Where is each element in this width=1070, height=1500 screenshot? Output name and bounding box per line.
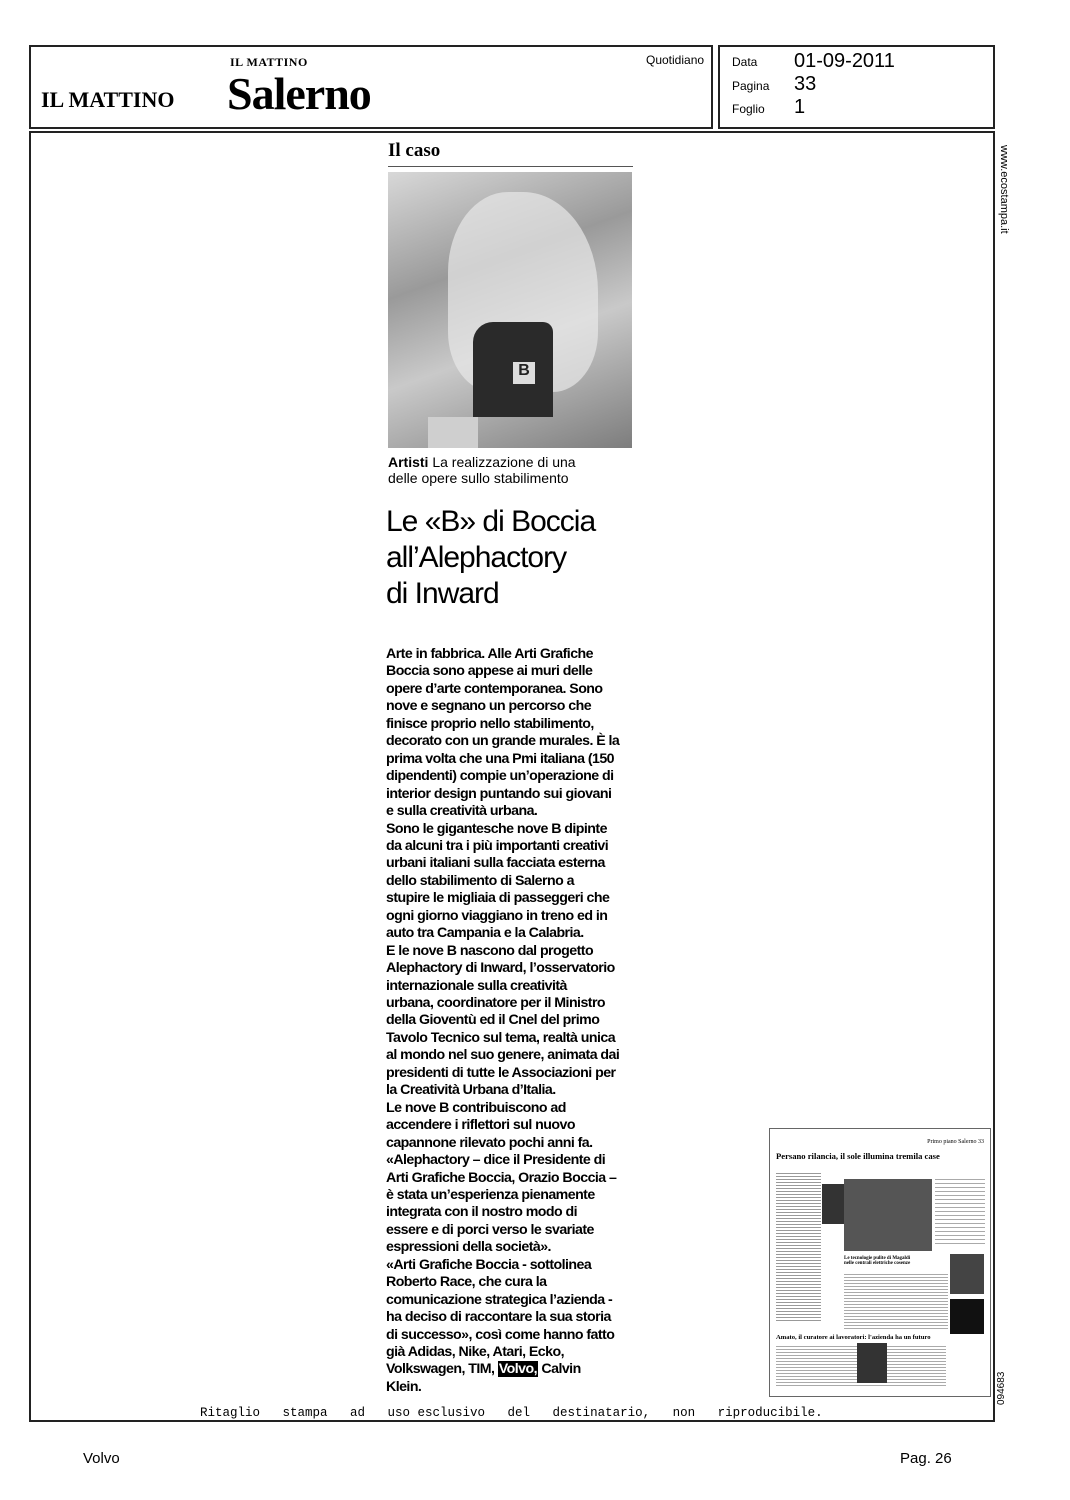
headline-line: Le «B» di Boccia (386, 505, 596, 538)
body-line: della Gioventù ed il Cnel del primo (386, 1012, 600, 1029)
sheet-label: Foglio (732, 102, 765, 116)
meta-box (718, 45, 995, 129)
body-line: accendere i riflettori sul nuovo (386, 1117, 575, 1134)
thumbnail-bottom-headline: Amato, il curatore ai lavoratori: l'azienda ha un futuro (776, 1334, 931, 1341)
body-line: al mondo nel suo genere, animata dai (386, 1047, 620, 1064)
page-thumbnail (769, 1128, 991, 1397)
clipping-code: 094683 (996, 1371, 1007, 1405)
text-segment: Calvin (538, 1361, 581, 1378)
edition-title: Salerno (227, 68, 371, 119)
page-number: Pag. 26 (900, 1450, 952, 1467)
body-line: internazionale sulla creatività (386, 977, 567, 994)
keyword-label: Volvo (83, 1450, 120, 1467)
body-line: ogni giorno viaggiano in treno ed in (386, 907, 608, 924)
body-line: Alephactory di Inward, l’osservatorio (386, 960, 615, 977)
body-line: Sono le gigantesche nove B dipinte (386, 820, 607, 837)
page-value: 33 (794, 73, 817, 95)
body-line: Arti Grafiche Boccia, Orazio Boccia – (386, 1169, 617, 1186)
thumbnail-mid-headline: Le tecnologie pulite di Magaldi nelle centrali elettriche cosenze (844, 1256, 911, 1266)
page-label: Pagina (732, 79, 770, 93)
text-segment: Volkswagen, TIM, (386, 1361, 498, 1378)
body-line: dipendenti) compie un’operazione di (386, 768, 614, 785)
masthead-box (29, 45, 713, 129)
body-line: comunicazione strategica l’azienda - (386, 1291, 613, 1308)
body-line: decorato con un grande murales. È la (386, 733, 620, 750)
date-value: 01-09-2011 (794, 50, 895, 72)
body-line: «Arti Grafiche Boccia - sottolinea (386, 1256, 592, 1273)
body-line: la Creatività Urbana d’Italia. (386, 1082, 556, 1099)
caption-bold: Artisti (388, 454, 429, 470)
caption-line: La realizzazione di una (432, 454, 576, 470)
body-line: dello stabilimento di Salerno a (386, 872, 574, 889)
newspaper-logo: IL MATTINO (41, 87, 175, 112)
body-line: prima volta che una Pmi italiana (150 (386, 750, 615, 767)
body-line: da alcuni tra i più importanti creativi (386, 837, 609, 854)
publication-type: Quotidiano (646, 53, 705, 67)
body-line: Roberto Race, che cura la (386, 1274, 547, 1291)
body-line: finisce proprio nello stabilimento, (386, 715, 594, 732)
keyword-highlight: Volvo, (498, 1361, 538, 1378)
body-line: essere e di porci verso le svariate (386, 1221, 594, 1238)
body-line: interior design puntando sui giovani (386, 785, 612, 802)
photo-caption (388, 454, 638, 486)
date-label: Data (732, 55, 758, 69)
body-line: E le nove B nascono dal progetto (386, 942, 594, 959)
website-label: www.ecostampa.it (998, 145, 1010, 234)
logo-small: IL MATTINO (230, 55, 308, 69)
body-line: espressioni della società». (386, 1239, 551, 1256)
body-line: Boccia sono appese ai muri delle (386, 663, 593, 680)
article-photo: B (388, 172, 632, 448)
caption-line: delle opere sullo stabilimento (388, 470, 569, 486)
body-line: nove e segnano un percorso che (386, 698, 592, 715)
headline-line: di Inward (386, 577, 499, 610)
body-line: ha deciso di raccontare la sua storia (386, 1309, 611, 1326)
body-line: Le nove B contribuiscono ad (386, 1099, 566, 1116)
body-line: presidenti di tutte le Associazioni per (386, 1064, 616, 1081)
body-line: Arte in fabbrica. Alle Arti Grafiche (386, 646, 593, 662)
body-line: auto tra Campania e la Calabria. (386, 925, 584, 942)
body-line-highlight (386, 1361, 581, 1378)
body-line: opere d’arte contemporanea. Sono (386, 680, 603, 697)
body-line: di successo», così come hanno fatto (386, 1326, 615, 1343)
body-line: è stata un’esperienza pienamente (386, 1186, 595, 1203)
body-line: urbani italiani sulla facciata esterna (386, 855, 605, 872)
body-line: già Adidas, Nike, Atari, Ecko, (386, 1344, 564, 1360)
body-line: Klein. (386, 1378, 422, 1395)
section-rule (388, 166, 633, 167)
thumbnail-headline: Persano rilancia, il sole illumina tremila case (776, 1151, 940, 1161)
body-line: integrata con il nostro modo di (386, 1204, 578, 1221)
headline-line: all’Alephactory (386, 541, 567, 574)
body-line: Tavolo Tecnico sul tema, realtà unica (386, 1029, 616, 1046)
copyright-notice: Ritaglio stampa ad uso esclusivo del destinatario, non riproducibile. (200, 1406, 823, 1420)
body-line: urbana, coordinatore per il Ministro (386, 995, 606, 1011)
thumbnail-header: Primo piano Salerno 33 (927, 1139, 984, 1145)
section-label: Il caso (388, 140, 441, 161)
body-line: «Alephactory – dice il Presidente di (386, 1152, 606, 1169)
body-line: e sulla creatività urbana. (386, 803, 538, 820)
body-line: capannone rilevato pochi anni fa. (386, 1134, 593, 1151)
body-line: stupire le migliaia di passeggeri che (386, 890, 610, 907)
sheet-value: 1 (794, 96, 806, 118)
